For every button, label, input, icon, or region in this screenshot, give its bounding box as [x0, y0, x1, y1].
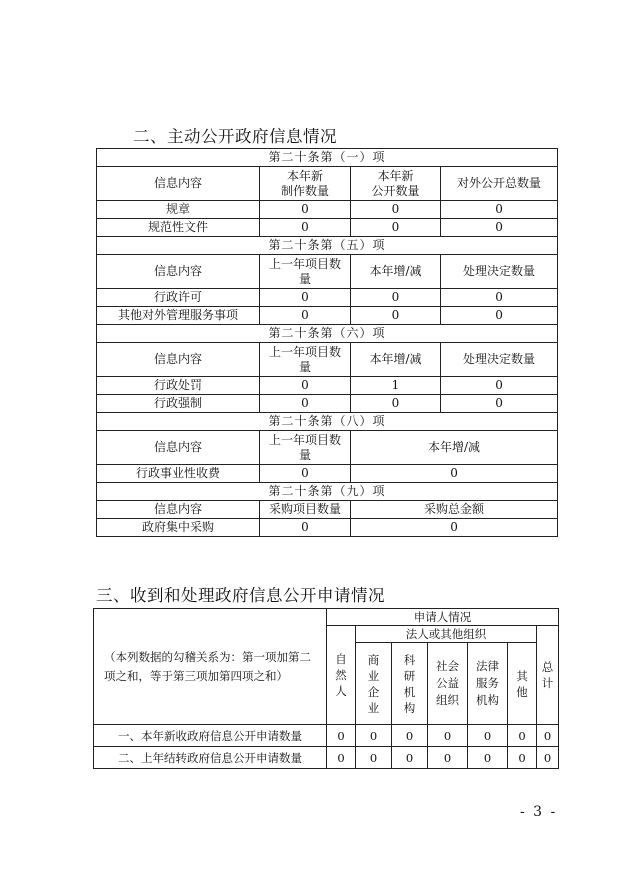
col-header: 总计: [537, 626, 559, 725]
col-header: 法律服务机构: [468, 643, 508, 725]
row-label: 行政事业性收费: [97, 465, 260, 483]
row-value: 0: [260, 377, 351, 395]
table-row: [97, 307, 558, 325]
table-row: [97, 377, 558, 395]
block1-header: 本年新 公开数量: [351, 167, 441, 201]
row-value: 0: [441, 219, 558, 237]
table-row: [97, 219, 558, 237]
row-value: 0: [392, 725, 428, 747]
row-label: 规范性文件: [97, 219, 260, 237]
block3-header: 信息内容: [97, 343, 260, 377]
row-label: 二、上年结转政府信息公开申请数量: [94, 747, 327, 769]
row-value: 0: [351, 307, 441, 325]
row-value: 0: [327, 725, 356, 747]
block2-header: 本年增/减: [351, 255, 441, 289]
row-value: 0: [260, 465, 351, 483]
row-value: 0: [441, 395, 558, 413]
block5-header: 采购总金额: [351, 501, 558, 519]
application-stats-table: [93, 608, 559, 769]
row-value: 0: [468, 725, 508, 747]
legal-entity-header: 法人或其他组织: [356, 626, 537, 643]
row-value: 0: [468, 747, 508, 769]
row-value: 0: [351, 289, 441, 307]
table-row: [97, 289, 558, 307]
table-row: [94, 725, 559, 747]
block1-header: 对外公开总数量: [441, 167, 558, 201]
row-value: 0: [260, 395, 351, 413]
row-value: 0: [428, 725, 468, 747]
table-row: [97, 395, 558, 413]
block3-header: 本年增/减: [351, 343, 441, 377]
block1-title: 第二十条第（一）项: [97, 149, 558, 167]
block3-header: 处理决定数量: [441, 343, 558, 377]
col-header: 商业企业: [356, 643, 392, 725]
row-label: 规章: [97, 201, 260, 219]
row-label: 行政强制: [97, 395, 260, 413]
row-value: 0: [441, 307, 558, 325]
section3-heading: 三、收到和处理政府信息公开申请情况: [96, 586, 385, 605]
block1-header: 本年新 制作数量: [260, 167, 351, 201]
block5-header: 信息内容: [97, 501, 260, 519]
block4-header: 本年增/减: [351, 431, 558, 465]
row-value: 0: [441, 201, 558, 219]
col-header: 自然人: [327, 626, 356, 725]
block2-header: 处理决定数量: [441, 255, 558, 289]
block2-header: 信息内容: [97, 255, 260, 289]
row-value: 0: [537, 725, 559, 747]
applicant-header: 申请人情况: [327, 609, 559, 626]
block4-title: 第二十条第（八）项: [97, 413, 558, 431]
row-value: 0: [428, 747, 468, 769]
row-value: 0: [260, 219, 351, 237]
block2-header: 上一年项目数 量: [260, 255, 351, 289]
table-row: [94, 747, 559, 769]
row-value: 0: [260, 289, 351, 307]
col-header: 其他: [508, 643, 537, 725]
block4-header: 上一年项目数 量: [260, 431, 351, 465]
row-value: 0: [351, 519, 558, 537]
row-value: 0: [441, 377, 558, 395]
row-label: 一、本年新收政府信息公开申请数量: [94, 725, 327, 747]
proactive-disclosure-table: [96, 148, 558, 537]
row-value: 0: [508, 747, 537, 769]
col-header: 社会公益组织: [428, 643, 468, 725]
table-row: [97, 519, 558, 537]
block3-header: 上一年项目数 量: [260, 343, 351, 377]
row-value: 0: [537, 747, 559, 769]
table-row: [97, 465, 558, 483]
row-label: 行政处罚: [97, 377, 260, 395]
row-value: 0: [260, 201, 351, 219]
row-value: 0: [260, 519, 351, 537]
col-header: 科研机构: [392, 643, 428, 725]
row-value: 0: [441, 289, 558, 307]
row-label: 政府集中采购: [97, 519, 260, 537]
row-value: 0: [351, 219, 441, 237]
block3-title: 第二十条第（六）项: [97, 325, 558, 343]
block1-header: 信息内容: [97, 167, 260, 201]
row-value: 0: [351, 201, 441, 219]
block2-title: 第二十条第（五）项: [97, 237, 558, 255]
block5-header: 采购项目数量: [260, 501, 351, 519]
section2-heading: 二、主动公开政府信息情况: [133, 127, 337, 146]
row-label: 行政许可: [97, 289, 260, 307]
table-row: [97, 201, 558, 219]
row-value: 0: [351, 465, 558, 483]
reconciliation-note: （本列数据的勾稽关系为：第一项加第二项之和，等于第三项加第四项之和）: [94, 609, 327, 725]
page-number: - 3 -: [520, 804, 558, 820]
row-value: 0: [260, 307, 351, 325]
row-value: 0: [351, 395, 441, 413]
row-value: 0: [508, 725, 537, 747]
row-value: 0: [327, 747, 356, 769]
row-value: 0: [392, 747, 428, 769]
row-value: 0: [356, 747, 392, 769]
block4-header: 信息内容: [97, 431, 260, 465]
block5-title: 第二十条第（九）项: [97, 483, 558, 501]
row-value: 0: [356, 725, 392, 747]
row-value: 1: [351, 377, 441, 395]
row-label: 其他对外管理服务事项: [97, 307, 260, 325]
